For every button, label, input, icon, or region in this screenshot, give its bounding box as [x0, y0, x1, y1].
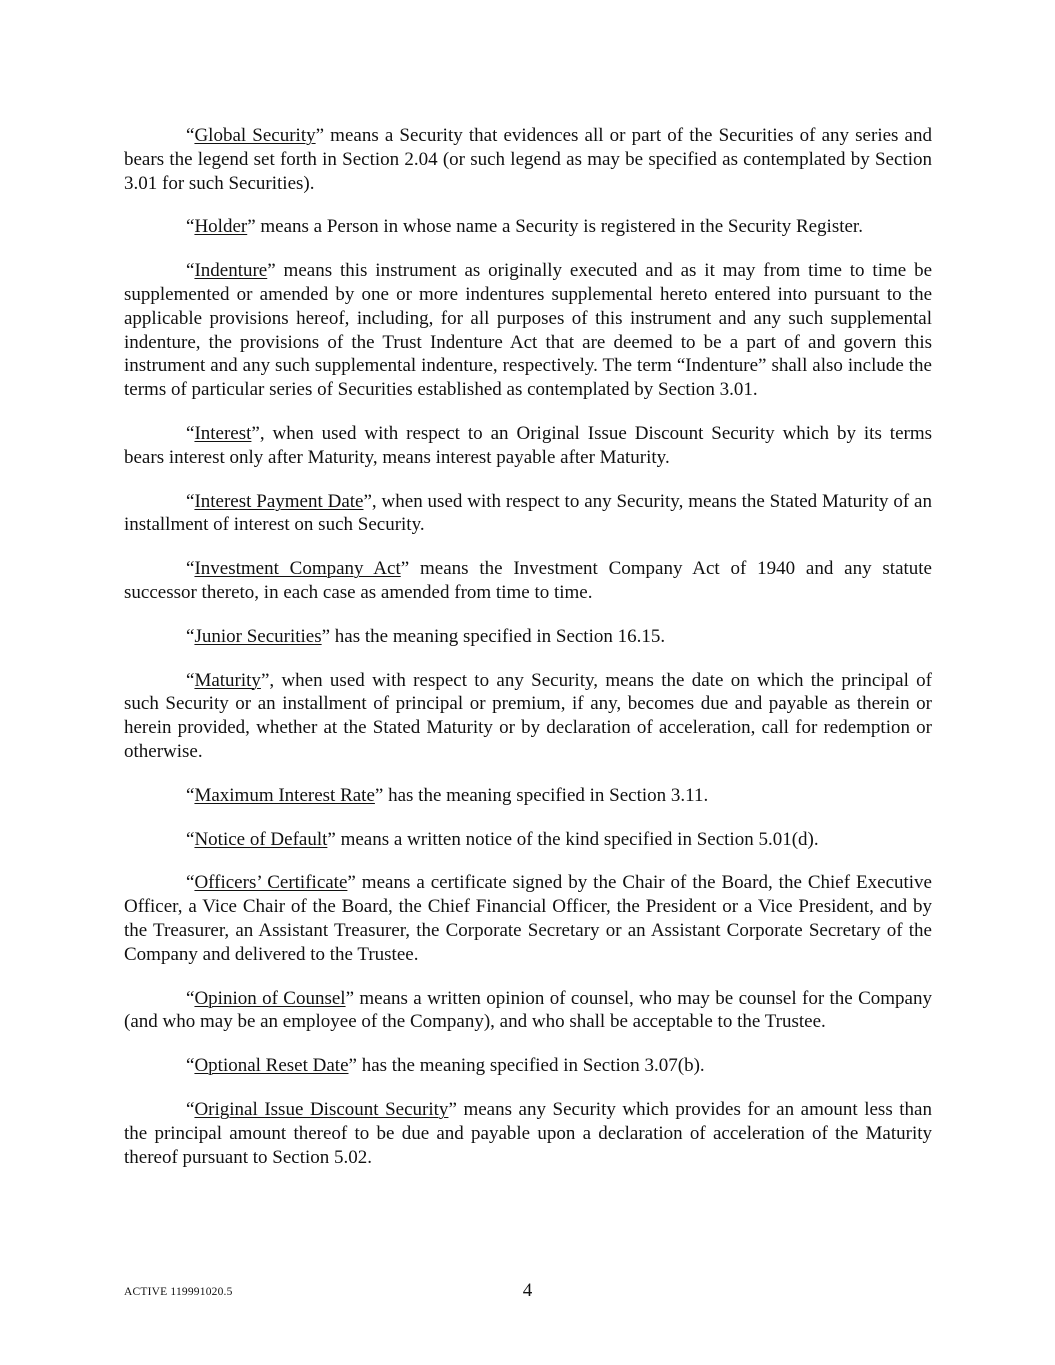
defined-term: Optional Reset Date: [194, 1055, 349, 1077]
defined-term: Original Issue Discount Security: [194, 1098, 449, 1120]
definition-text: ” means this instrument as originally executed and as it may from time to time be supplemented or amended by one or more indentures supplemental hereto entered into pursuant to the applicable provisions hereof, including, for all purposes of this instrument and any such supplemental indenture, the provisions of the Trust Indenture Act that are deemed to be a part of and govern this instrument and any such supplemental indenture, respectively. The term “Indenture” shall also include the terms of particular series of Securities established as contemplated by Section 3.01.: [124, 260, 932, 401]
definition-text: ” means any Security which provides for an amount less than the principal amount thereof to be due and payable upon a declaration of acceleration of the Maturity thereof pursuant to Section 5.02.: [124, 1098, 932, 1168]
definition-text: ” means a certificate signed by the Chair of the Board, the Chief Executive Officer, a Vice Chair of the Board, the Chief Financial Officer, the President or a Vice President, and by the Treasurer, an Assistant Treasurer, the Corporate Secretary or an Assistant Corporate Secretary of the Company and delivered to the Trustee.: [124, 872, 932, 965]
defined-term: Interest: [194, 422, 252, 444]
defined-term: Interest Payment Date: [194, 490, 364, 512]
definition-text: ” means a written opinion of counsel, who may be counsel for the Company (and who may be an employee of the Company), and who shall be acceptable to the Trustee.: [124, 987, 932, 1033]
open-quote: “: [186, 558, 195, 580]
defined-term: Maximum Interest Rate: [194, 784, 375, 806]
definition-text: ” has the meaning specified in Section 3.11.: [374, 784, 709, 806]
definition-indenture: [124, 259, 932, 402]
defined-term: Holder: [194, 216, 248, 238]
defined-term: Officers’ Certificate: [194, 872, 348, 894]
open-quote: “: [186, 125, 195, 146]
defined-term: Junior Securities: [194, 625, 322, 647]
definition-text: ” means a Person in whose name a Security is registered in the Security Register.: [247, 216, 863, 238]
definition-officers-certificate: [124, 871, 932, 966]
open-quote: “: [186, 625, 195, 647]
defined-term: Opinion of Counsel: [194, 987, 346, 1009]
defined-term: Global Security: [194, 125, 316, 146]
defined-term: Notice of Default: [194, 828, 328, 850]
open-quote: “: [186, 1098, 195, 1120]
definition-interest-payment-date: [124, 490, 932, 538]
definition-original-issue-discount-security: [124, 1098, 932, 1169]
definition-global-security: [124, 124, 932, 195]
definition-text: ” means a written notice of the kind specified in Section 5.01(d).: [327, 828, 819, 850]
definition-junior-securities: [124, 625, 932, 649]
definition-investment-company-act: [124, 557, 932, 605]
definition-text: ” means a Security that evidences all or part of the Securities of any series and bears the legend set forth in Section 2.04 (or such legend as may be specified as contemplated by Section 3.01 for such Securities).: [124, 125, 932, 194]
definition-text: ”, when used with respect to an Original Issue Discount Security which by its terms bears interest only after Maturity, means interest payable after Maturity.: [124, 422, 932, 468]
definition-interest: [124, 422, 932, 470]
open-quote: “: [186, 422, 195, 444]
open-quote: “: [186, 784, 195, 806]
open-quote: “: [186, 216, 195, 238]
definition-maximum-interest-rate: [124, 784, 932, 808]
page-number: 4: [522, 1280, 533, 1301]
definition-text: ”, when used with respect to any Security, means the date on which the principal of such Security or an installment of principal or premium, if any, becomes due and payable as therein or herein provided, whether at the Stated Maturity or by declaration of acceleration, call for redemption or otherwise.: [124, 669, 932, 762]
defined-term: Maturity: [194, 669, 261, 691]
definition-notice-of-default: [124, 828, 932, 852]
definition-text: ” has the meaning specified in Section 3.07(b).: [348, 1055, 705, 1077]
open-quote: “: [186, 872, 195, 894]
definition-text: ”, when used with respect to any Security, means the Stated Maturity of an installment of interest on such Security.: [124, 490, 932, 536]
open-quote: “: [186, 828, 195, 850]
open-quote: “: [186, 987, 195, 1009]
definition-maturity: [124, 669, 932, 764]
definition-opinion-of-counsel: [124, 987, 932, 1035]
defined-term: Indenture: [194, 260, 268, 282]
open-quote: “: [186, 490, 195, 512]
open-quote: “: [186, 1055, 195, 1077]
definitions-section: [124, 124, 932, 1189]
open-quote: “: [186, 260, 195, 282]
definition-optional-reset-date: [124, 1054, 932, 1078]
definition-holder: [124, 215, 932, 239]
definition-text: ” has the meaning specified in Section 16.15.: [321, 625, 666, 647]
open-quote: “: [186, 669, 195, 691]
document-id: ACTIVE 119991020.5: [124, 1286, 233, 1298]
definition-text: ” means the Investment Company Act of 1940 and any statute successor thereto, in each case as amended from time to time.: [124, 558, 932, 603]
defined-term: Investment Company Act: [194, 558, 401, 580]
